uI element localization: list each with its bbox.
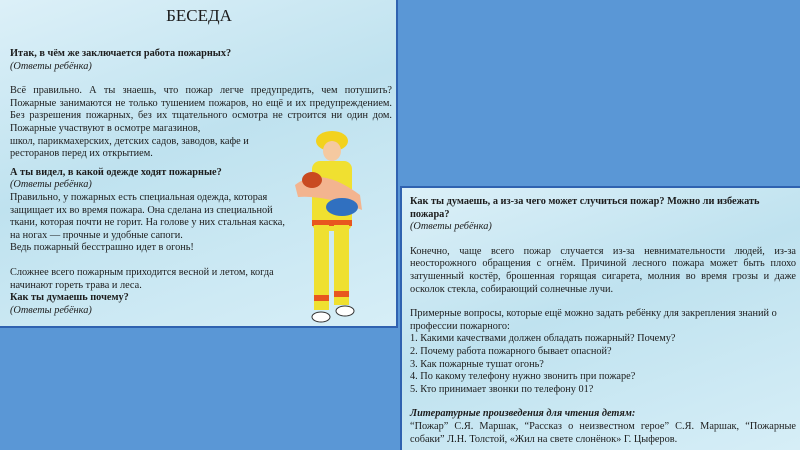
paragraph-line: на ногах — прочные и удобные сапоги.	[10, 229, 183, 241]
question: Итак, в чём же заключается работа пожарных?	[10, 48, 232, 59]
firefighter-illustration	[290, 125, 370, 325]
paragraph: Конечно, чаще всего пожар случается из-за невнимательности людей, из-за неосторожного обращения с огнём. Причиной лесного пожара может быть плохо затушенный костёр, брошенная горящая сигарета, молния во время грозы и даже осколок стекла, собирающий солнечные лучи.	[410, 245, 796, 295]
paragraph: Всё правильно. А ты знаешь, что пожар легче предупредить, чем потушить? Пожарные занимаются не только тушением пожаров, но ещё и их предупреждением. Без разрешения пожарных, без их тщательного осмотра не строится ни один дом. Пожарные участвуют в осмотре магазинов,	[10, 85, 392, 134]
answer-hint: (Ответы ребёнка)	[10, 179, 92, 191]
question: Как ты думаешь, а из-за чего может случиться пожар? Можно ли избежать пожара?	[410, 196, 760, 220]
paragraph: Примерные вопросы, которые ещё можно задать ребёнку для закрепления знаний о профессии пожарного:	[410, 308, 777, 332]
paragraph-line: ткани, которая почти не горит. На голове у них стальная каска,	[10, 217, 285, 229]
answer-hint: (Ответы ребёнка)	[10, 60, 92, 72]
question-item: 5. Кто принимает звонки по телефону 01?	[410, 383, 594, 395]
question-item: 1. Какими качествами должен обладать пожарный? Почему?	[410, 333, 676, 345]
paragraph-line: начинают гореть трава и леса.	[10, 279, 142, 291]
paragraph-line: Сложнее всего пожарным приходится весной и летом, когда	[10, 266, 274, 278]
answer-hint: (Ответы ребёнка)	[10, 304, 92, 316]
slide-left	[0, 0, 398, 328]
slide-title: БЕСЕДА	[166, 6, 232, 25]
right-text	[410, 196, 796, 446]
question-item: 4. По какому телефону нужно звонить при пожаре?	[410, 371, 636, 383]
question: Как ты думаешь почему?	[10, 292, 129, 304]
question: А ты видел, в какой одежде ходят пожарные?	[10, 166, 222, 178]
literature-heading: Литературные произведения для чтения детям:	[410, 408, 636, 420]
paragraph-line: защищает их во время пожара. Она сделана из специальной	[10, 204, 273, 216]
paragraph-line: ресторанов перед их открытием.	[10, 148, 153, 160]
paragraph-line: школ, парикмахерских, детских садов, заводов, кафе и	[10, 135, 249, 147]
answer-hint: (Ответы ребёнка)	[410, 221, 492, 233]
question-item: 2. Почему работа пожарного бывает опасной?	[410, 345, 612, 357]
paragraph-line: Правильно, у пожарных есть специальная одежда, которая	[10, 191, 268, 203]
paragraph-line: Ведь пожарный бесстрашно идет в огонь!	[10, 242, 194, 254]
question-item: 3. Как пожарные тушат огонь?	[410, 358, 544, 370]
slide-right	[400, 186, 800, 450]
literature-list: “Пожар” С.Я. Маршак, “Рассказ о неизвестном герое” С.Я. Маршак, “Пожарные собаки” Л.Н. Толстой, «Жил на свете слонёнок» Г. Цыферов.	[410, 420, 796, 445]
